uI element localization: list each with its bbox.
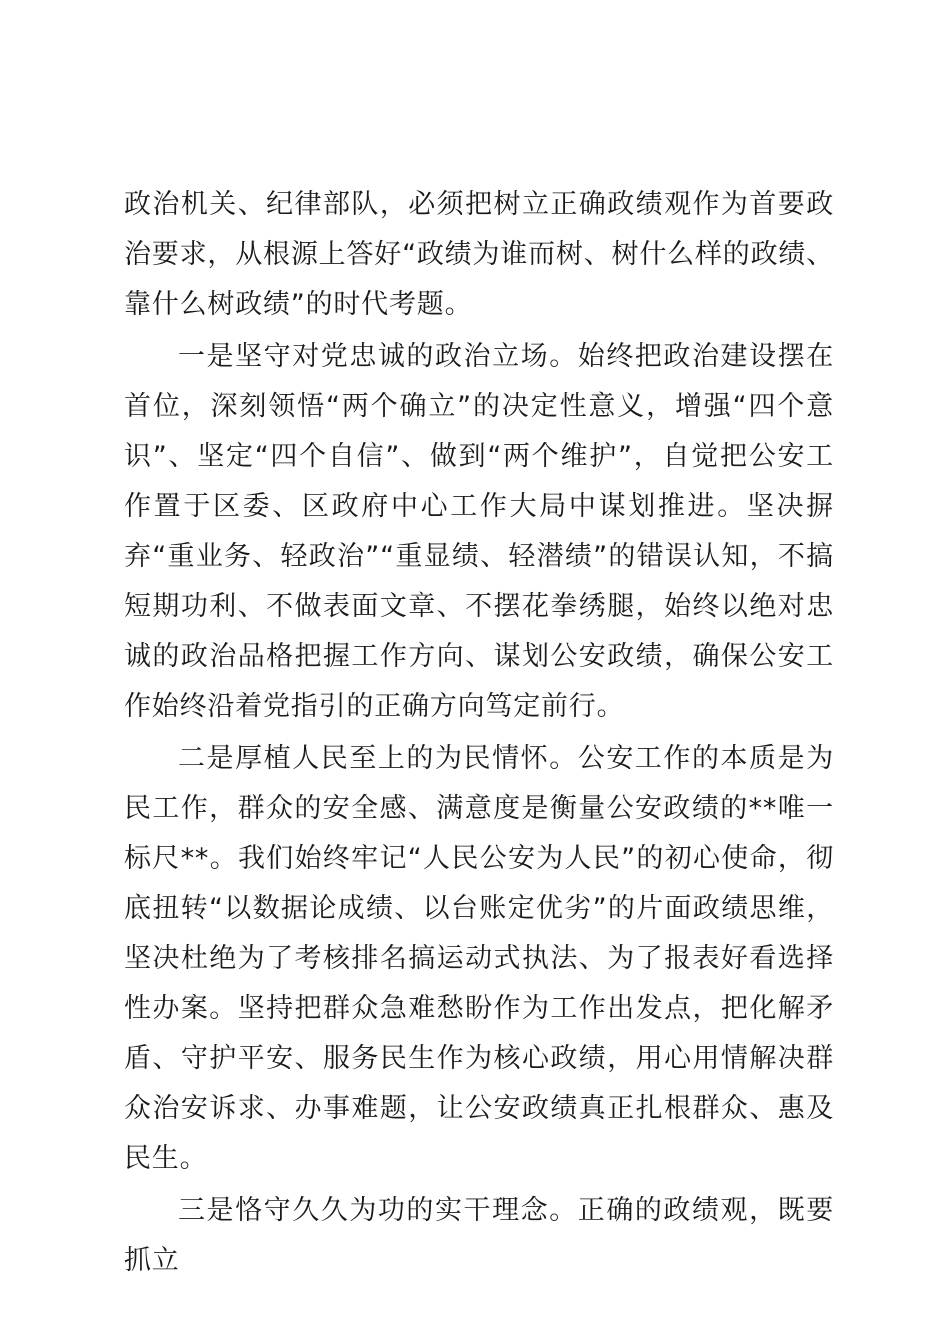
paragraph-intro: 政治机关、纪律部队，必须把树立正确政绩观作为首要政治要求，从根源上答好“政绩为谁而树、树什么样的政绩、靠什么树政绩”的时代考题。 <box>124 189 834 320</box>
paragraph-point-one: 一是坚守对党忠诚的政治立场。始终把政治建设摆在首位，深刻领悟“两个确立”的决定性意义，增强“四个意识”、坚定“四个自信”、做到“两个维护”，自觉把公安工作置于区委、区政府中心工作大局中谋划推进。坚决摒弃“重业务、轻政治”“重显绩、轻潜绩”的错误认知，不搞短期功利、不做表面文章、不摆花拳绣腿，始终以绝对忠诚的政治品格把握工作方向、谋划公安政绩，确保公安工作始终沿着党指引的正确方向笃定前行。 <box>124 341 834 722</box>
paragraph-point-two: 二是厚植人民至上的为民情怀。公安工作的本质是为民工作，群众的安全感、满意度是衡量公安政绩的**唯一标尺**。我们始终牢记“人民公安为人民”的初心使命，彻底扭转“以数据论成绩、以台账定优劣”的片面政绩思维，坚决杜绝为了考核排名搞运动式执法、为了报表好看选择性办案。坚持把群众急难愁盼作为工作出发点，把化解矛盾、守护平安、服务民生作为核心政绩，用心用情解决群众治安诉求、办事难题，让公安政绩真正扎根群众、惠及民生。 <box>124 743 834 1174</box>
paragraph-point-three: 三是恪守久久为功的实干理念。正确的政绩观，既要抓立 <box>124 1195 834 1276</box>
document-body <box>124 180 834 1286</box>
